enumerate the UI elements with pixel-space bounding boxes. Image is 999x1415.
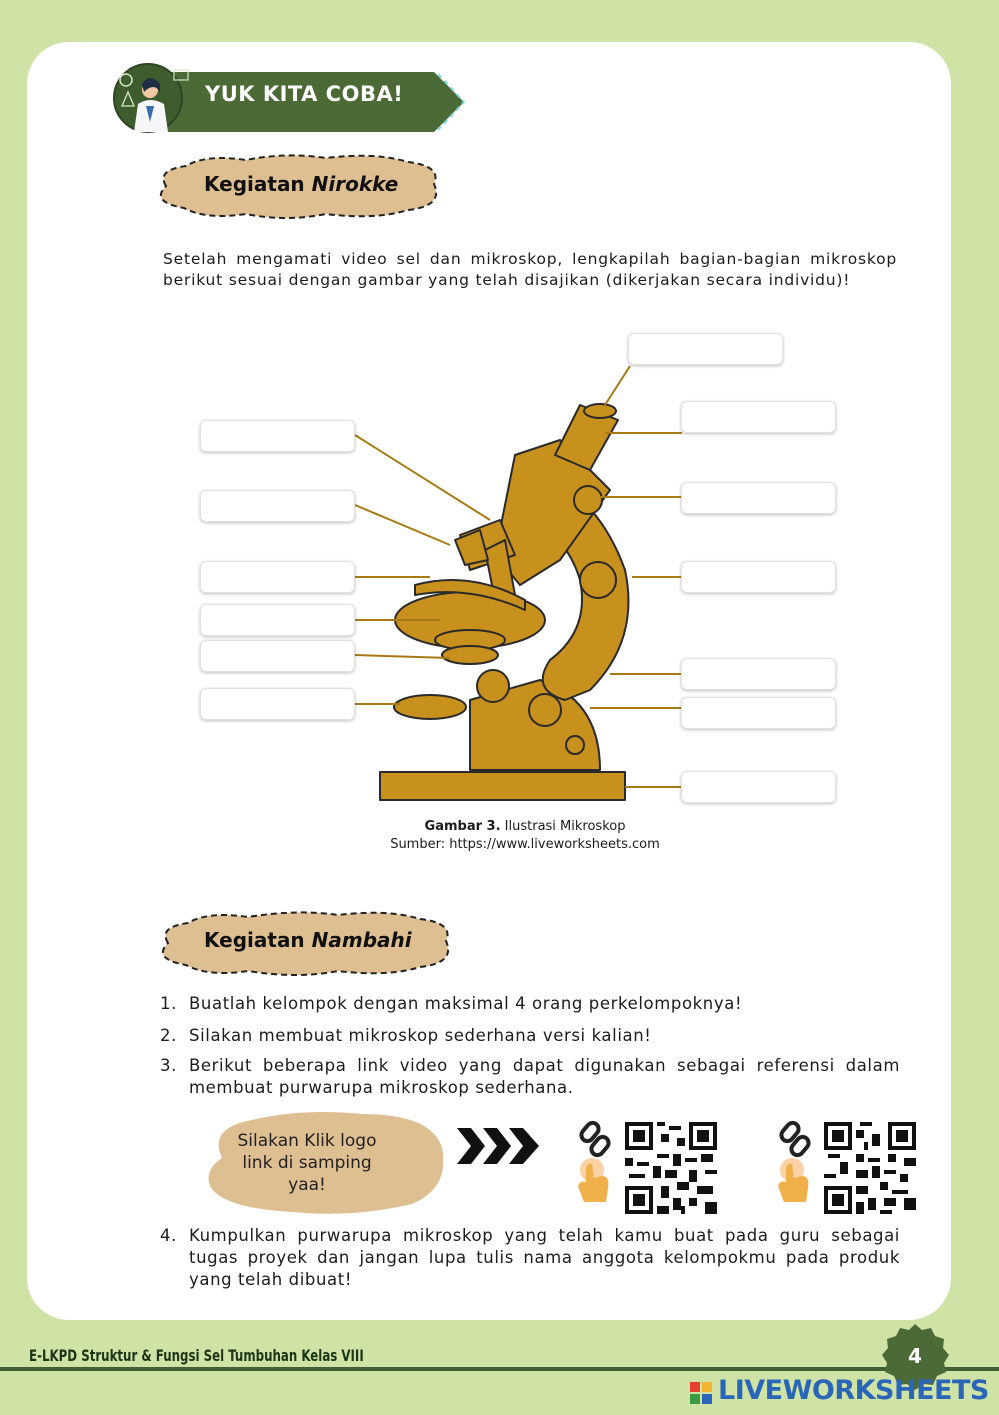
activity2-title-italic: Nambahi	[311, 928, 412, 952]
figure-caption	[300, 818, 750, 854]
hint-text: Silakan Klik logo link di samping yaa!	[237, 1131, 377, 1195]
list-num: 1.	[160, 994, 177, 1013]
header-title: YUK KITA COBA!	[205, 82, 404, 106]
answer-box-left-3[interactable]	[200, 561, 355, 593]
figure-source: Sumber: https://www.liveworksheets.com	[390, 837, 660, 852]
list-text: Berikut beberapa link video yang dapat digunakan sebagai referensi dalam membuat purwarupa mikroskop sederhana.	[189, 1056, 900, 1097]
activity1-title-italic: Nirokke	[311, 172, 399, 196]
answer-box-right-4[interactable]	[681, 561, 836, 593]
activity1-title-plain: Kegiatan	[204, 172, 305, 196]
activity2-title	[204, 928, 412, 952]
answer-box-left-2[interactable]	[200, 490, 355, 522]
footer-title: E-LKPD Struktur & Fungsi Sel Tumbuhan Kelas VIII	[29, 1346, 364, 1365]
footer-divider	[0, 1367, 999, 1371]
caption-text: Ilustrasi Mikroskop	[504, 819, 626, 834]
chevrons-arrow	[455, 1124, 543, 1168]
activity1-instruction: Setelah mengamati video sel dan mikroskop, lengkapilah bagian-bagian mikroskop berikut sesuai dengan gambar yang telah disajikan (dikerjakan secara individu)!	[163, 250, 897, 289]
list-text: Buatlah kelompok dengan maksimal 4 orang perkelompoknya!	[189, 994, 743, 1013]
qr-code-2[interactable]	[824, 1122, 916, 1214]
link-icon[interactable]	[570, 1118, 618, 1208]
list-item-4	[160, 1225, 900, 1291]
answer-box-right-2[interactable]	[681, 401, 836, 433]
page-number: 4	[908, 1344, 922, 1368]
answer-box-left-6[interactable]	[200, 688, 355, 720]
liveworksheets-brand: LIVEWORKSHEETS	[718, 1375, 989, 1406]
list-item-1	[160, 993, 900, 1017]
list-text: Silakan membuat mikroskop sederhana versi kalian!	[189, 1026, 652, 1045]
qr-code-1[interactable]	[625, 1122, 717, 1214]
caption-label: Gambar 3.	[424, 819, 501, 834]
answer-box-right-3[interactable]	[681, 482, 836, 514]
answer-box-left-4[interactable]	[200, 604, 355, 636]
list-item-3	[160, 1055, 900, 1101]
answer-box-right-6[interactable]	[681, 697, 836, 729]
list-num: 2.	[160, 1026, 177, 1045]
link-icon[interactable]	[770, 1118, 818, 1208]
answer-box-left-1[interactable]	[200, 420, 355, 452]
answer-box-left-5[interactable]	[200, 640, 355, 672]
list-item-2	[160, 1025, 900, 1049]
activity2-title-plain: Kegiatan	[204, 928, 305, 952]
liveworksheets-logo-icon	[690, 1376, 714, 1412]
list-text: Kumpulkan purwarupa mikroskop yang telah kamu buat pada guru sebagai tugas proyek dan jangan lupa tulis nama anggota kelompokmu pada produk yang telah dibuat!	[189, 1226, 900, 1289]
list-num: 4.	[160, 1226, 177, 1245]
list-num: 3.	[160, 1056, 177, 1075]
answer-box-right-5[interactable]	[681, 658, 836, 690]
answer-box-right-1[interactable]	[628, 333, 783, 365]
answer-box-right-7[interactable]	[681, 771, 836, 803]
